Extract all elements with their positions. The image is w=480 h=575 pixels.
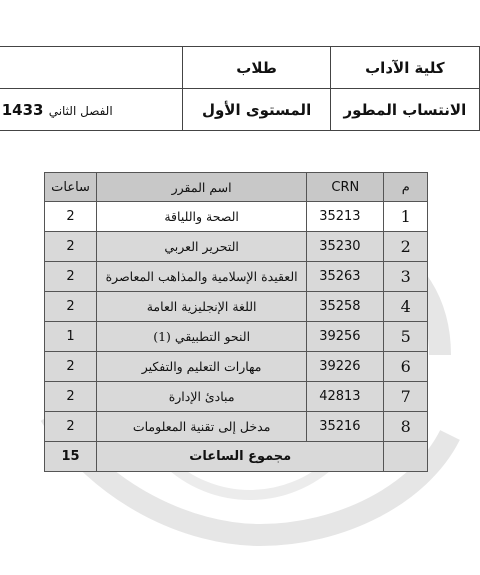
course-hours: 2 <box>45 232 97 262</box>
program-cell: الانتساب المطور <box>330 89 479 131</box>
course-row <box>45 202 428 232</box>
specialization-cell <box>0 47 183 89</box>
course-crn: 39226 <box>307 352 384 382</box>
course-crn: 35263 <box>307 262 384 292</box>
course-hours: 2 <box>45 352 97 382</box>
course-number: 1 <box>384 202 428 232</box>
course-name: العقيدة الإسلامية والمذاهب المعاصرة <box>97 262 307 292</box>
courses-body <box>45 202 428 442</box>
course-row <box>45 382 428 412</box>
student-type-cell: طلاب <box>183 47 330 89</box>
course-hours: 2 <box>45 202 97 232</box>
course-crn: 35216 <box>307 412 384 442</box>
course-crn: 35213 <box>307 202 384 232</box>
course-row <box>45 232 428 262</box>
level-cell: المستوى الأول <box>183 89 330 131</box>
course-name: مبادئ الإدارة <box>97 382 307 412</box>
course-number: 2 <box>384 232 428 262</box>
course-row <box>45 262 428 292</box>
header-row-1 <box>0 47 480 89</box>
course-name: اللغة الإنجليزية العامة <box>97 292 307 322</box>
college-cell: كلية الآداب <box>330 47 479 89</box>
col-header-hours: ساعات <box>45 173 97 202</box>
header-row-2 <box>0 89 480 131</box>
course-row <box>45 412 428 442</box>
course-name: مدخل إلى تقنية المعلومات <box>97 412 307 442</box>
course-name: التحرير العربي <box>97 232 307 262</box>
semester-label: الفصل الثاني <box>48 103 113 118</box>
course-hours: 2 <box>45 382 97 412</box>
total-label: مجموع الساعات <box>97 442 384 472</box>
course-crn: 35230 <box>307 232 384 262</box>
total-row <box>45 442 428 472</box>
col-header-crn: CRN <box>307 173 384 202</box>
course-number: 5 <box>384 322 428 352</box>
total-hours: 15 <box>45 442 97 472</box>
col-header-num: م <box>384 173 428 202</box>
courses-table <box>44 172 428 472</box>
course-row <box>45 322 428 352</box>
semester-cell <box>0 89 183 131</box>
course-name: مهارات التعليم والتفكير <box>97 352 307 382</box>
course-name: الصحة واللياقة <box>97 202 307 232</box>
course-hours: 2 <box>45 292 97 322</box>
total-blank-cell <box>384 442 428 472</box>
course-number: 6 <box>384 352 428 382</box>
courses-header-row <box>45 173 428 202</box>
course-number: 4 <box>384 292 428 322</box>
header-table <box>0 46 480 131</box>
course-name: النحو التطبيقي (1) <box>97 322 307 352</box>
course-number: 7 <box>384 382 428 412</box>
semester-year: 1433 <box>1 100 44 119</box>
course-number: 3 <box>384 262 428 292</box>
course-row <box>45 292 428 322</box>
course-crn: 42813 <box>307 382 384 412</box>
course-number: 8 <box>384 412 428 442</box>
course-crn: 35258 <box>307 292 384 322</box>
course-crn: 39256 <box>307 322 384 352</box>
course-row <box>45 352 428 382</box>
course-hours: 1 <box>45 322 97 352</box>
course-hours: 2 <box>45 262 97 292</box>
course-hours: 2 <box>45 412 97 442</box>
col-header-course-name: اسم المقرر <box>97 173 307 202</box>
